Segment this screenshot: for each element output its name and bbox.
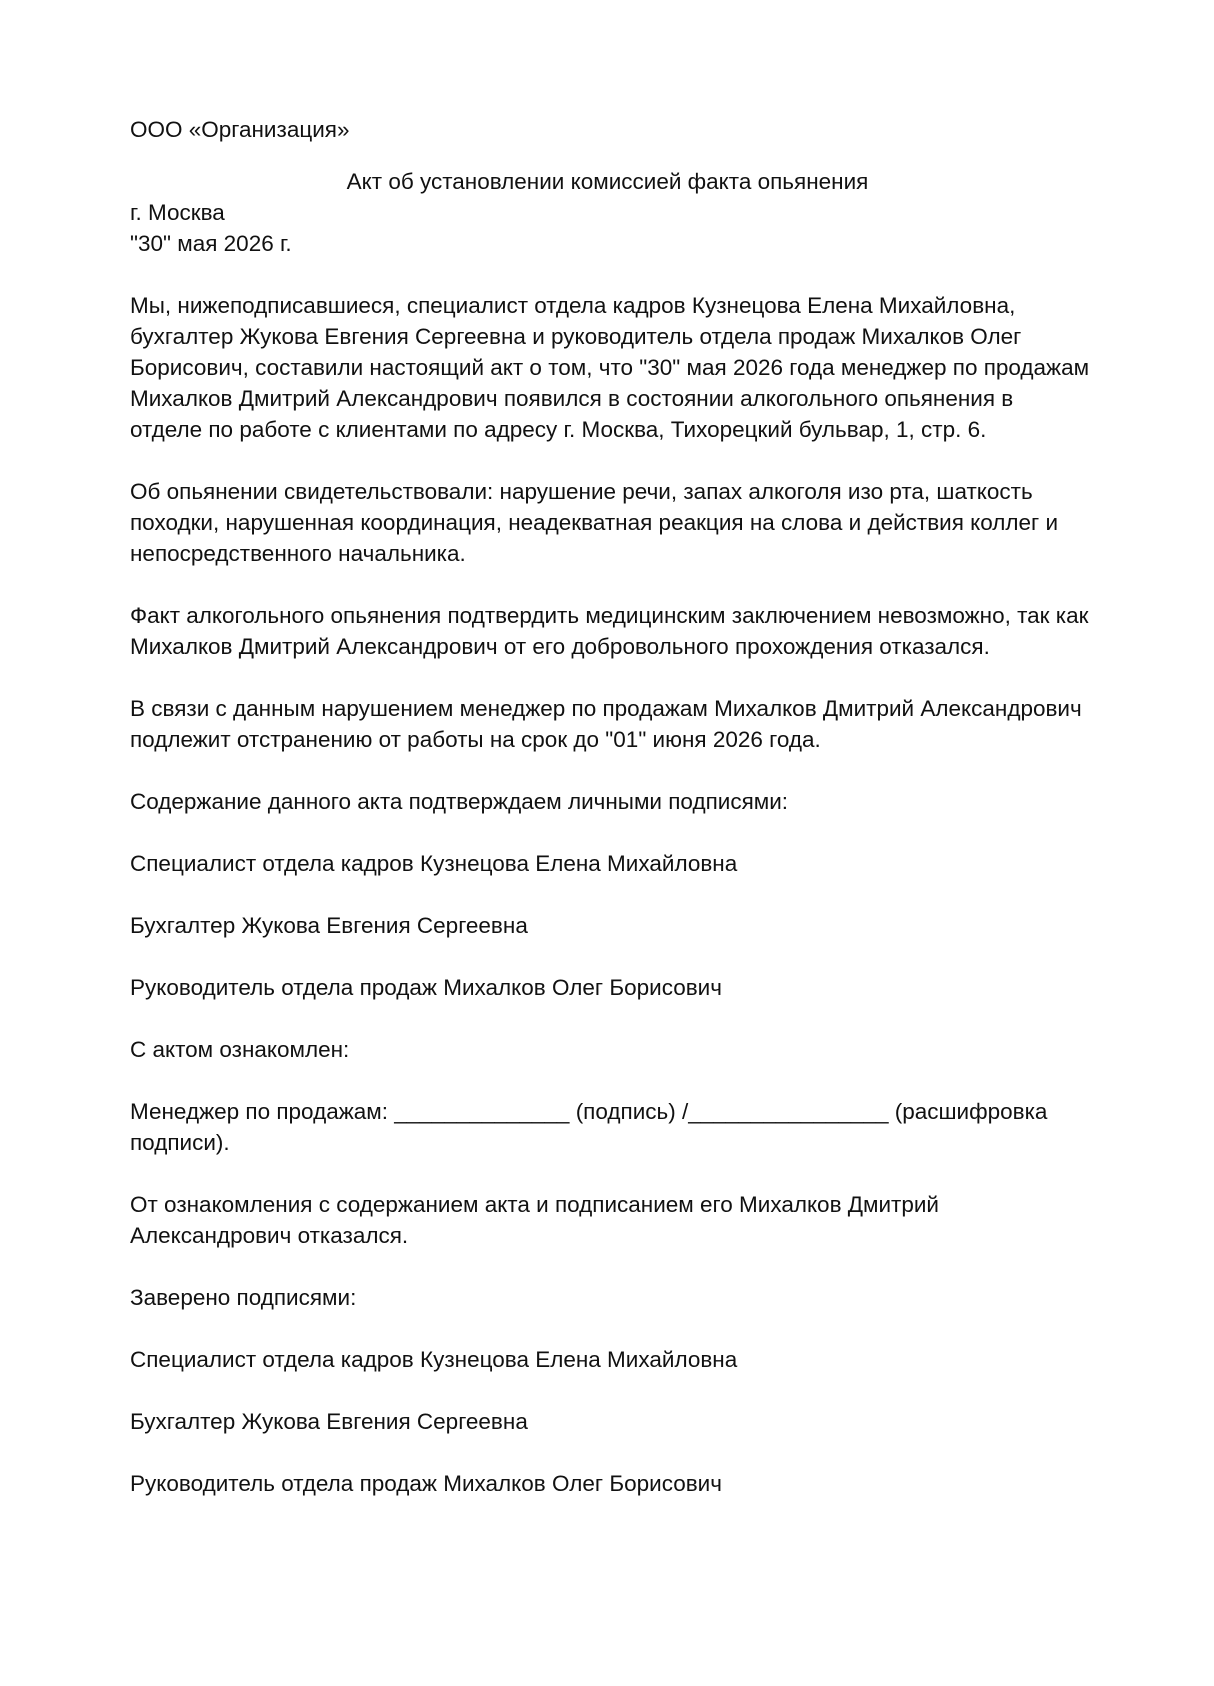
certified-accountant: Бухгалтер Жукова Евгения Сергеевна (130, 1409, 528, 1434)
document-city: г. Москва (130, 200, 225, 225)
certified-hr-specialist: Специалист отдела кадров Кузнецова Елена Михайловна (130, 1347, 738, 1372)
signature-accountant: Бухгалтер Жукова Евгения Сергеевна (130, 913, 528, 938)
organization-name: ООО «Организация» (130, 117, 350, 142)
document-title: Акт об установлении комиссией факта опьянения (346, 169, 869, 194)
paragraph-medical-refusal: Факт алкогольного опьянения подтвердить медицинским заключением невозможно, так как Михалков Дмитрий Александрович от его добровольного прохождения отказался. (130, 603, 1089, 659)
document-page (130, 114, 1090, 1499)
paragraph-acknowledged: С актом ознакомлен: (130, 1037, 350, 1062)
paragraph-suspension: В связи с данным нарушением менеджер по продажам Михалков Дмитрий Александрович подлежит отстранению от работы на срок до "01" июня 2026 года. (130, 696, 1082, 752)
paragraph-confirmation: Содержание данного акта подтверждаем личными подписями: (130, 789, 789, 814)
paragraph-refusal: От ознакомления с содержанием акта и подписанием его Михалков Дмитрий Александрович отказался. (130, 1192, 940, 1248)
signature-sales-head: Руководитель отдела продаж Михалков Олег Борисович (130, 975, 722, 1000)
paragraph-evidence: Об опьянении свидетельствовали: нарушение речи, запах алкоголя изо рта, шаткость походки, нарушенная координация, неадекватная реакция на слова и действия коллег и непосредственного начальника. (130, 479, 1059, 566)
paragraph-statement: Мы, нижеподписавшиеся, специалист отдела кадров Кузнецова Елена Михайловна, бухгалтер Жукова Евгения Сергеевна и руководитель отдела продаж Михалков Олег Борисович, составили настоящий акт о том, что "30" мая 2026 года менеджер по продажам Михалков Дмитрий Александрович появился в состоянии алкогольного опьянения в отделе по работе с клиентами по адресу г. Москва, Тихорецкий бульвар, 1, стр. 6. (130, 293, 1090, 442)
signature-hr-specialist: Специалист отдела кадров Кузнецова Елена Михайловна (130, 851, 738, 876)
document-date: "30" мая 2026 г. (130, 231, 292, 256)
paragraph-certified: Заверено подписями: (130, 1285, 357, 1310)
signature-sales-manager-line: Менеджер по продажам: ______________ (подпись) /________________ (расшифровка подписи). (130, 1099, 1048, 1155)
certified-sales-head: Руководитель отдела продаж Михалков Олег Борисович (130, 1471, 722, 1496)
